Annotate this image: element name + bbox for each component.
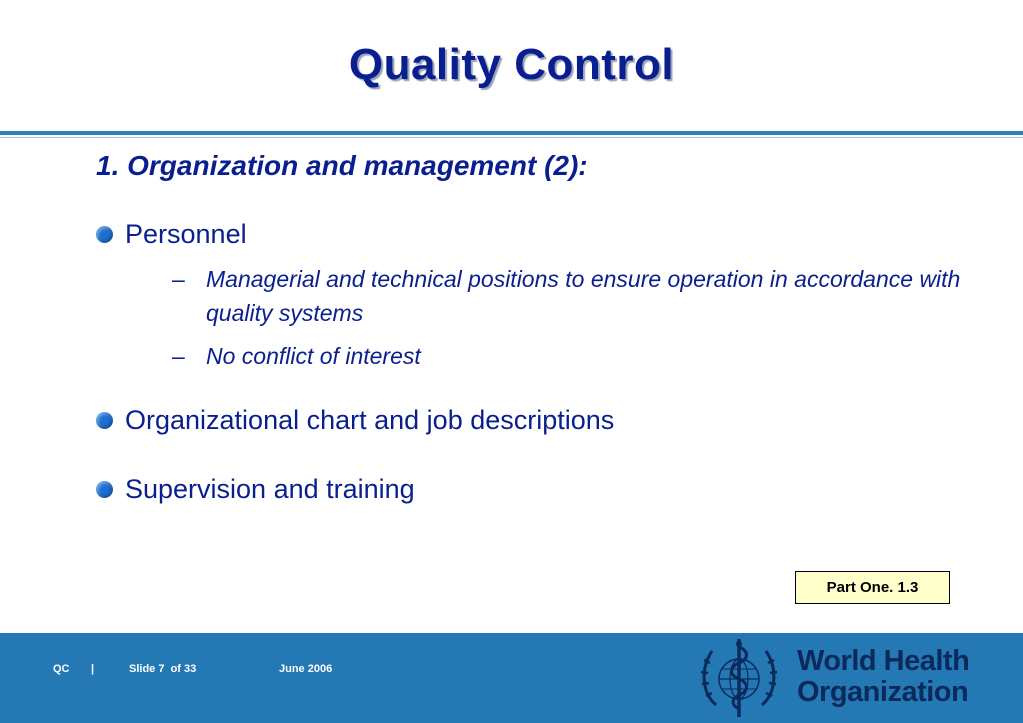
subitem-text: No conflict of interest [206,343,421,369]
bullet-label: Personnel [125,219,247,249]
who-name-line1: World Health [797,645,970,677]
bullet-org-chart [96,405,614,436]
section-heading: 1. Organization and management (2): [96,150,588,181]
dash-marker: – [172,266,185,292]
bullet-dot-icon [96,481,113,498]
who-emblem-icon [694,633,784,721]
bullet-supervision [96,474,415,505]
bullet-label: Supervision and training [125,474,415,504]
who-wordmark [797,646,969,708]
bullet-personnel [96,219,247,250]
bullet-dot-icon [96,412,113,429]
subitem-managerial [172,262,972,330]
footer-slide-info: Slide 7 of 33 [129,663,197,675]
slide-title: Quality Control [348,40,675,89]
part-label-box [795,571,950,604]
title-divider-thin [0,137,1023,138]
footer-separator: | [91,663,95,675]
bullet-label: Organizational chart and job descriptions [125,405,615,435]
dash-marker: – [172,343,185,369]
footer-code: QC [53,663,70,675]
part-label: Part One. 1.3 [826,579,919,596]
subitem-text: Managerial and technical positions to ensure operation in accordance with quality systems [206,266,961,326]
who-name-line2: Organization [797,676,969,708]
bullet-dot-icon [96,226,113,243]
title-divider [0,131,1023,135]
subitem-conflict [172,339,972,373]
footer-date: June 2006 [279,663,333,675]
